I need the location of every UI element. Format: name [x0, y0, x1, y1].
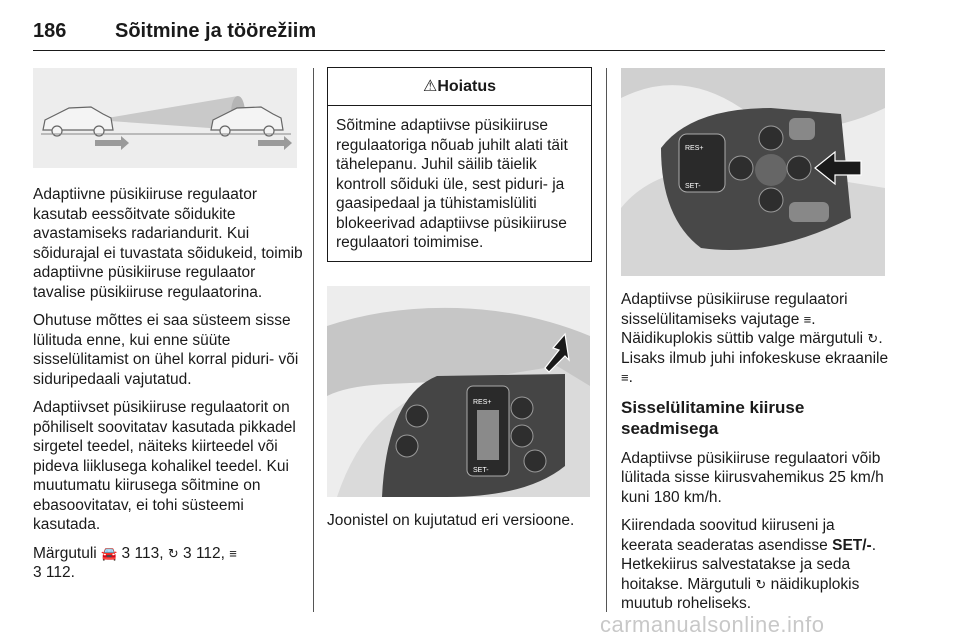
- res-label: RES+: [473, 399, 492, 406]
- warning-title: Hoiatus: [437, 78, 496, 95]
- paragraph: Ohutuse mõttes ei saa süsteem sisse lülituda enne, kui enne süüte sisselülitamist on ühel korral piduri- või siduripedaali vajutatud.: [33, 312, 299, 388]
- column-3: [621, 290, 889, 623]
- acc-icon: ≡: [803, 311, 812, 327]
- paragraph: Adaptiivne püsikiiruse regulaator kasutab eessõitvate sõidukite avastamiseks radariandurit. Kui sõidurajal ei tuvastata sõidukeid, toimib adaptiivne püsikiiruse regulaator tavalise püsikiiruse regulaatorina.: [33, 186, 303, 301]
- warning-icon: ⚠: [422, 78, 438, 95]
- cruise-icon: ↻: [755, 576, 767, 592]
- set-label: SET-: [685, 183, 701, 190]
- page-header: [33, 14, 885, 51]
- warning-box: [327, 67, 592, 262]
- res-label: RES+: [685, 145, 704, 152]
- column-divider-2: [606, 68, 607, 612]
- paragraph: Kiirendada soovitud kiiruseni ja keerata seaderatas asendisse SET/-. Hetkekiirus salvestatakse ja seda hoitakse. Märgutuli ↻ näidikuplokis muutub roheliseks.: [621, 517, 877, 612]
- radar-illustration: [33, 68, 297, 168]
- paragraph: Adaptiivse püsikiiruse regulaatori võib lülitada sisse kiirusvahemikus 25 km/h kuni 180 km/h.: [621, 449, 884, 506]
- acc-icon: ≡: [229, 545, 237, 561]
- subsection-title: Sisselülitamine kiiruse seadmisega: [621, 397, 805, 438]
- steering-wheel-illustration-1: [327, 286, 590, 497]
- arrow-icon: [95, 136, 129, 150]
- paragraph: Adaptiivse püsikiiruse regulaatori sisselülitamiseks vajutage ≡. Näidikuplokis süttib valge märgutuli ↻. Lisaks ilmub juhi infokeskuse ekraanile ≡.: [621, 291, 889, 386]
- watermark: carmanualsonline.info: [600, 612, 825, 637]
- cruise-icon: ↻: [867, 331, 879, 346]
- arrow-icon: [258, 136, 292, 150]
- car-icon: 🚘: [101, 545, 118, 561]
- set-label: SET-: [473, 467, 489, 474]
- warning-text: Sõitmine adaptiivse püsikiiruse regulaatoriga nõuab juhilt alati täit tähelepanu. Juhil säilib täielik kontroll sõiduki üle, sest piduri- ja gaasipedaal ja tühistamislüliti blokeerivad adaptiivse püsikiiruse regulaatori toimimise.: [336, 117, 568, 251]
- page-number: 186: [33, 20, 67, 42]
- acc-icon: ≡: [621, 370, 629, 385]
- paragraph: Märgutuli 🚘 3 113, ↻ 3 112, ≡ 3 112.: [33, 544, 237, 581]
- paragraph: Adaptiivset püsikiiruse regulaatorit on põhiliselt soovitatav kasutada pikkadel sirgetel teedel, näiteks kiirteedel või pideva liiklusega kohalikel teedel. Kui muutumatu kiirusega sõitmine on ebasoovitatav, ei tohi süsteemi kasutada.: [33, 399, 296, 533]
- column-1: [33, 185, 303, 592]
- steering-wheel-illustration-2: [621, 68, 885, 276]
- column-divider-1: [313, 68, 314, 612]
- own-car-icon: [43, 107, 113, 136]
- figure-caption: Joonistel on kujutatud eri versioone.: [327, 512, 575, 529]
- cruise-icon: ↻: [167, 545, 179, 561]
- page-title: Sõitmine ja töörežiim: [115, 20, 317, 42]
- warning-header: [328, 68, 591, 106]
